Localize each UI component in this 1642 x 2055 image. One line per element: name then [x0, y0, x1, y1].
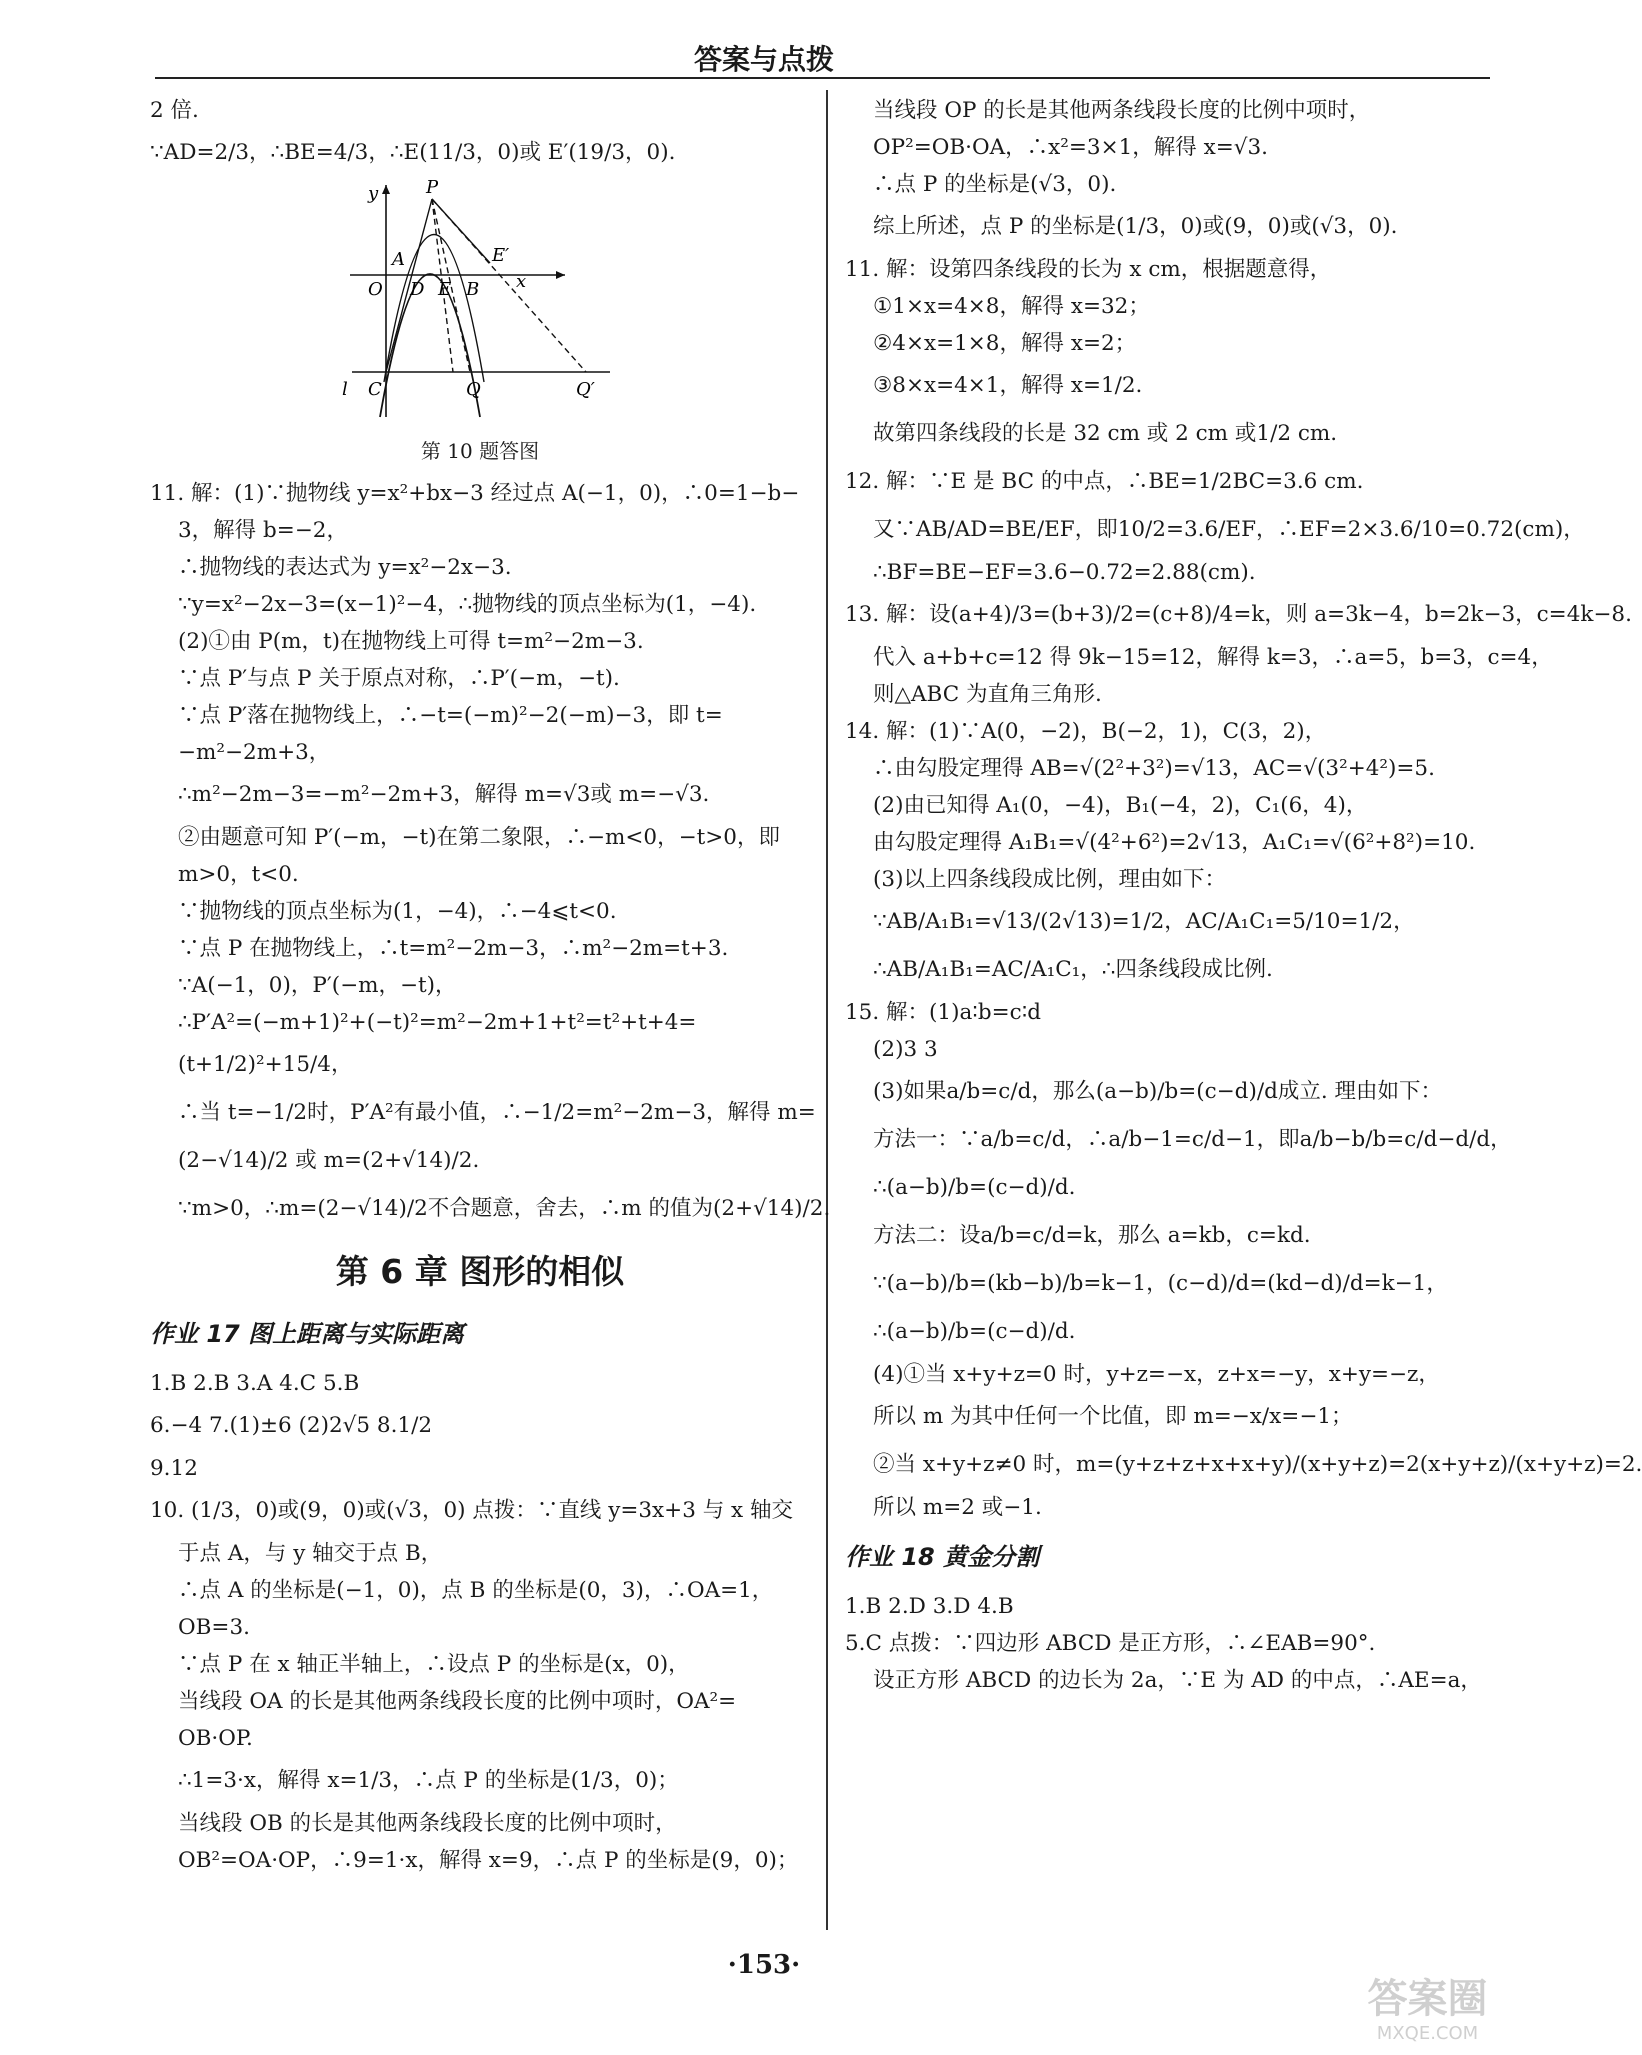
figure-caption: 第 10 题答图	[420, 439, 540, 463]
text-line: ∵点 P′落在抛物线上，∴−t=(−m)²−2(−m)−3，即 t=	[178, 703, 723, 728]
label-e-prime: E′	[492, 245, 510, 266]
text-line: ∴AB/A₁B₁=AC/A₁C₁，∴四条线段成比例.	[873, 957, 1273, 982]
answer-line: 1.B 2.B 3.A 4.C 5.B	[150, 1371, 360, 1396]
label-q-prime: Q′	[576, 379, 595, 400]
column-divider	[826, 90, 828, 1930]
answer-line: OB²=OA·OP，∴9=1·x，解得 x=9，∴点 P 的坐标是(9，0)；	[178, 1848, 799, 1873]
text-line: 当线段 OP 的长是其他两条线段长度的比例中项时，	[873, 98, 1371, 123]
text-line: ①1×x=4×8，解得 x=32；	[873, 294, 1150, 319]
label-o: O	[368, 279, 383, 300]
answer-line: 当线段 OA 的长是其他两条线段长度的比例中项时，OA²=	[178, 1689, 737, 1714]
chapter-title: 第 6 章 图形的相似	[335, 1252, 625, 1291]
text-line: 综上所述，点 P 的坐标是(1/3，0)或(9，0)或(√3，0).	[873, 214, 1398, 239]
section-title-17: 作业 17 图上距离与实际距离	[150, 1320, 465, 1348]
label-p: P	[426, 177, 439, 198]
answer-line: ∵点 P 在 x 轴正半轴上，∴设点 P 的坐标是(x，0)，	[178, 1652, 690, 1677]
text-line: ∵A(−1，0)，P′(−m，−t)，	[178, 973, 457, 998]
text-line: ∴抛物线的表达式为 y=x²−2x−3.	[178, 555, 512, 580]
text-line: OP²=OB·OA，∴x²=3×1，解得 x=√3.	[873, 135, 1268, 160]
text-line: (4)①当 x+y+z=0 时，y+z=−x，z+x=−y，x+y=−z，	[873, 1362, 1440, 1387]
watermark-logo	[1340, 1975, 1515, 2050]
answer-line: OB=3.	[178, 1615, 250, 1640]
page-number: ·153·	[727, 1950, 801, 1980]
text-line: ∵点 P′与点 P 关于原点对称，∴P′(−m，−t).	[178, 666, 620, 691]
text-line: m>0，t<0.	[178, 862, 299, 887]
right-column	[845, 92, 1642, 1699]
text-line: ②由题意可知 P′(−m，−t)在第二象限，∴−m<0，−t>0，即	[178, 825, 780, 850]
text-line: 12. 解：∵E 是 BC 的中点，∴BE=1/2BC=3.6 cm.	[845, 469, 1364, 494]
label-l: l	[342, 379, 348, 400]
text-line: 则△ABC 为直角三角形.	[873, 682, 1102, 707]
text-line: ∵抛物线的顶点坐标为(1，−4)，∴−4⩽t<0.	[178, 899, 617, 924]
text-line: ∵m>0，∴m=(2−√14)/2不合题意，舍去，∴m 的值为(2+√14)/2.	[178, 1196, 831, 1221]
text-line: 所以 m=2 或−1.	[873, 1495, 1042, 1520]
label-q: Q	[466, 379, 481, 400]
section-title-18: 作业 18 黄金分割	[845, 1543, 1040, 1571]
label-d: D	[410, 279, 425, 300]
text-line: ∴(a−b)/b=(c−d)/d.	[873, 1319, 1076, 1344]
label-e: E	[438, 279, 452, 300]
text-line: 又∵AB/AD=BE/EF，即10/2=3.6/EF，∴EF=2×3.6/10=0.72(cm)，	[873, 517, 1585, 542]
text-line: 方法二：设a/b=c/d=k，那么 a=kb，c=kd.	[873, 1223, 1311, 1248]
text-line: (3)如果a/b=c/d，那么(a−b)/b=(c−d)/d成立. 理由如下：	[873, 1079, 1443, 1104]
answer-line: 设正方形 ABCD 的边长为 2a，∵E 为 AD 的中点，∴AE=a，	[873, 1668, 1482, 1693]
text-line: ∵y=x²−2x−3=(x−1)²−4，∴抛物线的顶点坐标为(1，−4).	[178, 592, 757, 617]
text-line: 11. 解：(1)∵抛物线 y=x²+bx−3 经过点 A(−1，0)，∴0=1−b−	[150, 481, 800, 506]
text-line: ③8×x=4×1，解得 x=1/2.	[873, 373, 1143, 398]
text-line: 由勾股定理得 A₁B₁=√(4²+6²)=2√13，A₁C₁=√(6²+8²)=10.	[873, 830, 1476, 855]
text-line: (t+1/2)²+15/4，	[178, 1052, 353, 1077]
label-a: A	[392, 249, 405, 270]
header-divider	[155, 77, 1490, 79]
text-line: ∴由勾股定理得 AB=√(2²+3²)=√13，AC=√(3²+4²)=5.	[873, 756, 1435, 781]
answer-line: 于点 A，与 y 轴交于点 B，	[178, 1541, 443, 1566]
text-line: ∴P′A²=(−m+1)²+(−t)²=m²−2m+1+t²=t²+t+4=	[178, 1010, 697, 1035]
text-line: ∵(a−b)/b=(kb−b)/b=k−1，(c−d)/d=(kd−d)/d=k−1，	[873, 1271, 1448, 1296]
page-header-title: 答案与点拨	[693, 43, 834, 76]
text-line: 15. 解：(1)a∶b=c∶d	[845, 1000, 1042, 1025]
answer-line: 当线段 OB 的长是其他两条线段长度的比例中项时，	[178, 1811, 677, 1836]
parabola-figure	[150, 177, 810, 475]
text-line: ∵AB/A₁B₁=√13/(2√13)=1/2，AC/A₁C₁=5/10=1/2，	[873, 909, 1415, 934]
label-c: C	[368, 379, 382, 400]
label-y: y	[368, 183, 379, 204]
text-line: (2−√14)/2 或 m=(2+√14)/2.	[178, 1148, 480, 1173]
answer-line: ∴1=3·x，解得 x=1/3，∴点 P 的坐标是(1/3，0)；	[178, 1768, 679, 1793]
text-line: 3，解得 b=−2，	[178, 518, 348, 543]
text-line: (2)由已知得 A₁(0，−4)，B₁(−4，2)，C₁(6，4)，	[873, 793, 1368, 818]
label-b: B	[466, 279, 480, 300]
text-line: ∴m²−2m−3=−m²−2m+3，解得 m=√3或 m=−√3.	[178, 782, 710, 807]
answer-line: 6.−4 7.(1)±6 (2)2√5 8.1/2	[150, 1413, 432, 1438]
text-line: 14. 解：(1)∵A(0，−2)，B(−2，1)，C(3，2)，	[845, 719, 1327, 744]
label-x: x	[516, 271, 527, 292]
watermark-text: 答案圈	[1367, 1976, 1488, 2022]
text-line: (2)①由 P(m，t)在抛物线上可得 t=m²−2m−3.	[178, 629, 644, 654]
answer-line: OB·OP.	[178, 1726, 253, 1751]
text-line: ∴当 t=−1/2时，P′A²有最小值，∴−1/2=m²−2m−3，解得 m=	[178, 1100, 816, 1125]
answer-line: 5.C 点拨：∵四边形 ABCD 是正方形，∴∠EAB=90°.	[845, 1631, 1376, 1656]
left-column	[150, 92, 831, 1879]
text-line: 11. 解：设第四条线段的长为 x cm，根据题意得，	[845, 257, 1332, 282]
text-line: (3)以上四条线段成比例，理由如下：	[873, 867, 1226, 892]
text-line: ∴(a−b)/b=(c−d)/d.	[873, 1175, 1076, 1200]
text-line: ②当 x+y+z≠0 时，m=(y+z+z+x+x+y)/(x+y+z)=2(x+y+z)/(x+y+z)=2.	[873, 1452, 1642, 1477]
parabola-diagram	[340, 177, 620, 437]
text-line: 所以 m 为其中任何一个比值，即 m=−x/x=−1；	[873, 1404, 1353, 1429]
answer-line: 9.12	[150, 1456, 198, 1481]
answer-line: ∴点 A 的坐标是(−1，0)，点 B 的坐标是(0，3)，∴OA=1，	[178, 1578, 774, 1603]
watermark-url: MXQE.COM	[1376, 2023, 1479, 2044]
text-line: (2)3 3	[873, 1037, 938, 1062]
text-line: ②4×x=1×8，解得 x=2；	[873, 331, 1137, 356]
answer-line: 1.B 2.D 3.D 4.B	[845, 1594, 1014, 1619]
text-line: ∴点 P 的坐标是(√3，0).	[873, 172, 1117, 197]
text-line: ∵点 P 在抛物线上，∴t=m²−2m−3，∴m²−2m=t+3.	[178, 936, 729, 961]
text-line: 故第四条线段的长是 32 cm 或 2 cm 或1/2 cm.	[873, 421, 1338, 446]
text-line: ∵AD=2/3，∴BE=4/3，∴E(11/3，0)或 E′(19/3，0).	[150, 140, 676, 165]
text-line: 13. 解：设(a+4)/3=(b+3)/2=(c+8)/4=k，则 a=3k−4，b=2k−3，c=4k−8.	[845, 602, 1632, 627]
text-line: 方法一：∵a/b=c/d，∴a/b−1=c/d−1，即a/b−b/b=c/d−d/d，	[873, 1127, 1512, 1152]
text-line: 代入 a+b+c=12 得 9k−15=12，解得 k=3，∴a=5，b=3，c=4，	[873, 645, 1553, 670]
text-line: −m²−2m+3，	[178, 740, 331, 765]
text-line: ∴BF=BE−EF=3.6−0.72=2.88(cm).	[873, 560, 1256, 585]
text-line: 2 倍.	[150, 98, 199, 123]
answer-line: 10. (1/3，0)或(9，0)或(√3，0) 点拨：∵直线 y=3x+3 与 x 轴交	[150, 1498, 794, 1523]
